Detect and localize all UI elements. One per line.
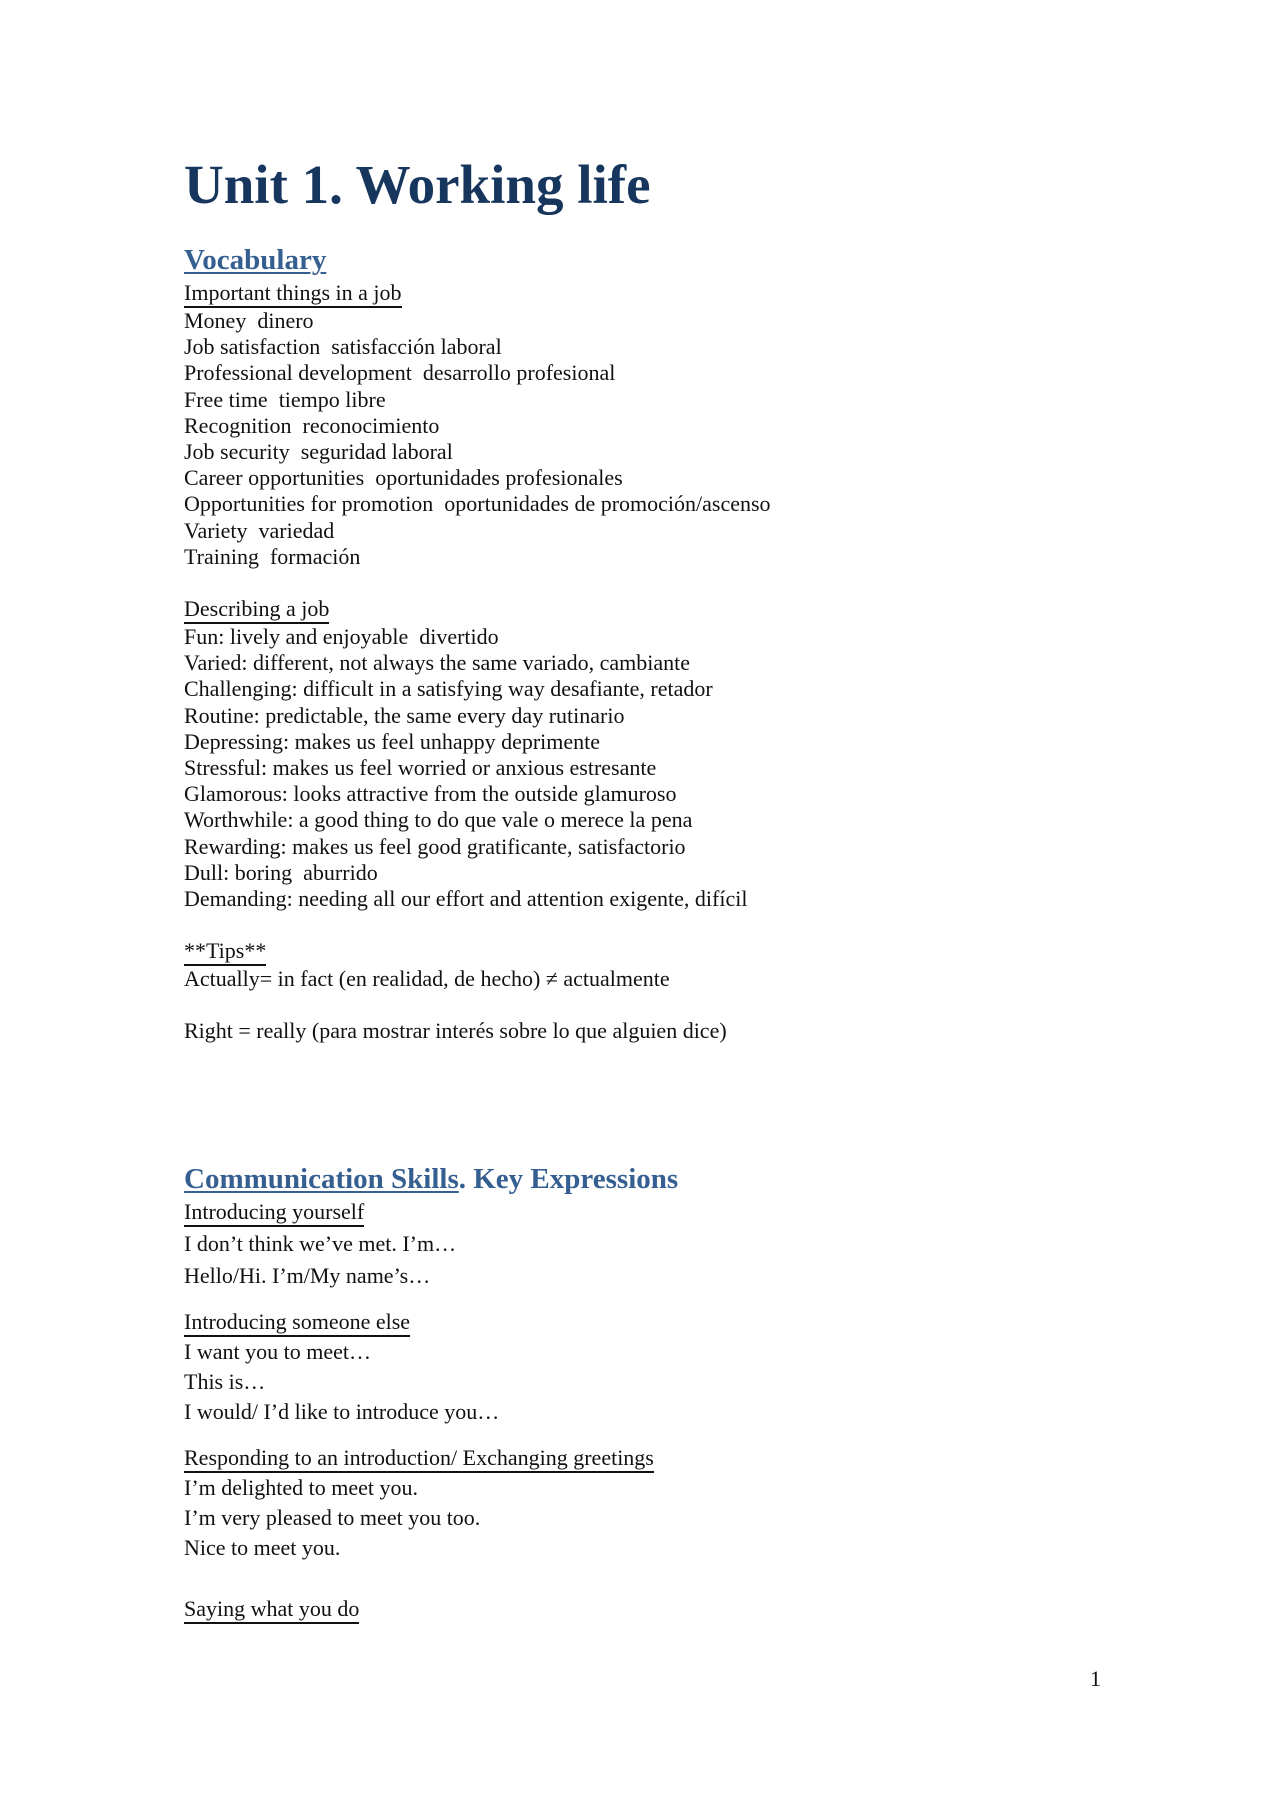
tip-item: Actually= in fact (en realidad, de hecho) ≠ actualmente: [184, 966, 670, 992]
list-item: Routine: predictable, the same every day rutinario: [184, 702, 625, 728]
introducing-someone-label: Introducing someone else: [184, 1309, 410, 1337]
expression-item: I’m very pleased to meet you too.: [184, 1504, 481, 1530]
important-things-label: Important things in a job: [184, 280, 402, 308]
tips-block: [184, 938, 1114, 1044]
list-item: Rewarding: makes us feel good gratificante, satisfactorio: [184, 833, 686, 859]
list-item: Worthwhile: a good thing to do que vale o merece la pena: [184, 807, 693, 833]
expression-item: Nice to meet you.: [184, 1534, 341, 1560]
expression-item: Hello/Hi. I’m/My name’s…: [184, 1262, 431, 1288]
saying-what-you-do-label: Saying what you do: [184, 1596, 359, 1624]
list-item: Depressing: makes us feel unhappy deprimente: [184, 728, 601, 754]
list-item: Job security seguridad laboral: [184, 439, 453, 465]
list-item: Free time tiempo libre: [184, 386, 386, 412]
list-item: Job satisfaction satisfacción laboral: [184, 334, 502, 360]
list-item: Varied: different, not always the same variado, cambiante: [184, 650, 691, 676]
document-body: [184, 150, 1114, 1624]
expression-item: I want you to meet…: [184, 1338, 371, 1364]
list-item: Glamorous: looks attractive from the outside glamuroso: [184, 781, 677, 807]
important-things-block: [184, 280, 1114, 570]
tip-item: Right = really (para mostrar interés sobre lo que alguien dice): [184, 1018, 727, 1044]
vocabulary-heading: [184, 240, 1114, 280]
communication-heading-rest: . Key Expressions: [458, 1162, 679, 1195]
describing-job-label: Describing a job: [184, 596, 329, 624]
list-item: Professional development desarrollo profesional: [184, 360, 616, 386]
list-item: Challenging: difficult in a satisfying way desafiante, retador: [184, 676, 713, 702]
tips-label: **Tips**: [184, 938, 266, 966]
document-title: Unit 1. Working life: [184, 154, 651, 215]
responding-block: [184, 1445, 1114, 1563]
saying-what-you-do-block: [184, 1596, 1114, 1624]
introducing-yourself-block: [184, 1199, 1114, 1291]
expression-item: I’m delighted to meet you.: [184, 1474, 418, 1500]
list-item: Stressful: makes us feel worried or anxious estresante: [184, 755, 657, 781]
communication-section: [184, 1159, 1114, 1624]
page-number: 1: [1090, 1666, 1101, 1691]
list-item: Variety variedad: [184, 517, 335, 543]
introducing-yourself-label: Introducing yourself: [184, 1199, 364, 1227]
describing-job-block: [184, 596, 1114, 912]
list-item: Demanding: needing all our effort and attention exigente, difícil: [184, 886, 748, 912]
list-item: Training formación: [184, 543, 361, 569]
list-item: Fun: lively and enjoyable divertido: [184, 624, 499, 650]
expression-item: I would/ I’d like to introduce you…: [184, 1398, 500, 1424]
list-item: Money dinero: [184, 308, 314, 333]
list-item: Career opportunities oportunidades profesionales: [184, 465, 623, 491]
communication-heading-underlined: Communication Skills: [184, 1162, 459, 1195]
responding-label: Responding to an introduction/ Exchanging greetings: [184, 1445, 654, 1473]
vocabulary-section: [184, 240, 1114, 1045]
list-item: Recognition reconocimiento: [184, 412, 440, 438]
communication-heading: [184, 1159, 1114, 1199]
expression-item: This is…: [184, 1368, 266, 1394]
expression-item: I don’t think we’ve met. I’m…: [184, 1230, 457, 1256]
list-item: Dull: boring aburrido: [184, 859, 378, 885]
vocabulary-heading-text: Vocabulary: [184, 244, 327, 276]
introducing-someone-block: [184, 1309, 1114, 1427]
list-item: Opportunities for promotion oportunidades de promoción/ascenso: [184, 491, 771, 517]
